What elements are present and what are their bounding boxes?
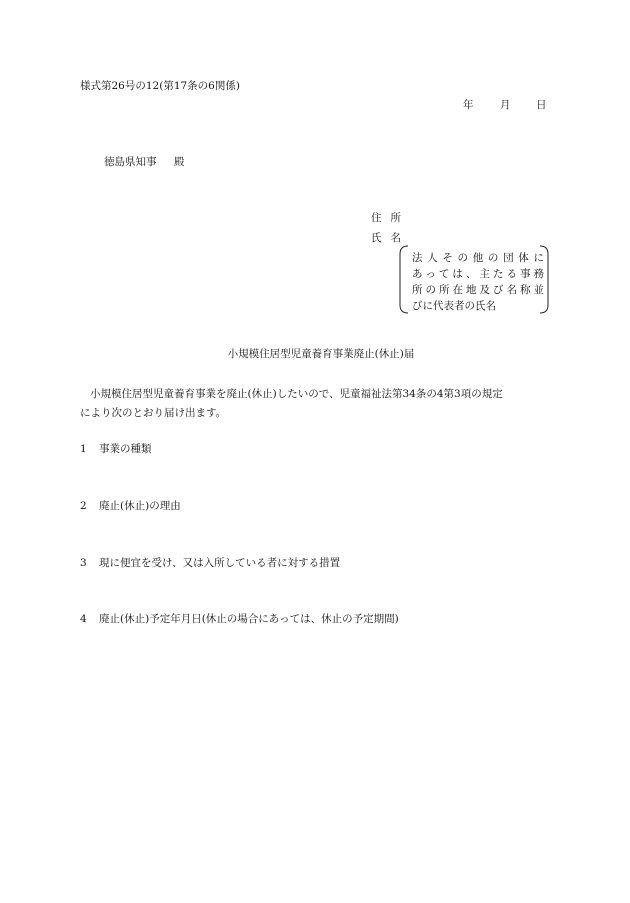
name-label: 氏名 [371, 232, 410, 244]
date-day-label: 日 [536, 99, 547, 111]
item-number: 1 [80, 443, 87, 455]
item-label: 事業の種類 [99, 443, 152, 455]
corporation-note-line: あっては、主たる事務 [412, 268, 544, 280]
body-line: により次のとおり届け出ます。 [80, 407, 227, 419]
item-number: 4 [80, 613, 87, 625]
corporation-note-line: 所の所在地及び名称並 [412, 284, 544, 296]
corporation-note-line: 法人その他の団体に [412, 252, 544, 264]
item-reason [80, 501, 181, 512]
item-label: 廃止(休止)の理由 [99, 500, 181, 512]
item-label: 廃止(休止)予定年月日(休止の場合にあっては、休止の予定期間) [99, 613, 399, 625]
addressee-honorific: 殿 [174, 156, 185, 168]
body-paragraph [80, 385, 550, 423]
date-year-label: 年 [463, 99, 474, 111]
corporation-note-line: びに代表者の氏名 [412, 300, 496, 312]
document-title: 小規模住居型児童養育事業廃止(休止)届 [227, 348, 415, 360]
addressee-name: 徳島県知事 [104, 156, 157, 168]
corporation-note-box [398, 245, 550, 314]
form-number: 様式第26号の12(第17条の6関係) [80, 80, 240, 92]
corporation-note-text [412, 250, 544, 314]
body-line: 小規模住居型児童養育事業を廃止(休止)したいので、児童福祉法第34条の4第3項の規定 [90, 388, 503, 400]
item-label: 現に便宜を受け、又は入所している者に対する措置 [99, 557, 341, 569]
date-month-label: 月 [500, 99, 511, 111]
date-line [0, 100, 630, 114]
item-measures [80, 558, 340, 569]
address-label: 住所 [371, 212, 410, 224]
item-scheduled-date [80, 614, 399, 625]
item-number: 2 [80, 500, 87, 512]
item-number: 3 [80, 557, 87, 569]
item-business-type [80, 444, 152, 455]
